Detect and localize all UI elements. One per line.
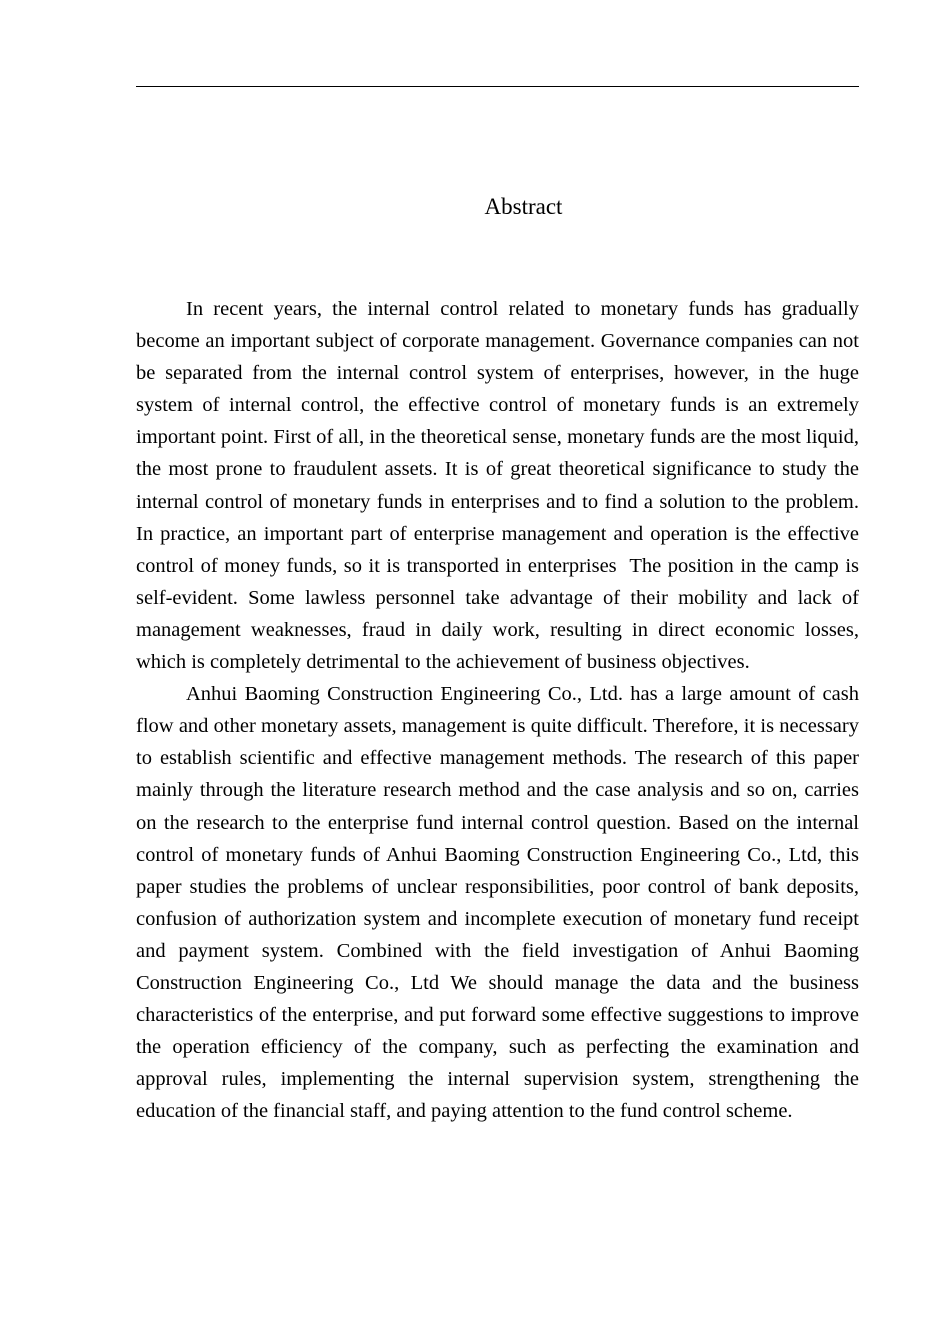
header-rule: [136, 86, 859, 87]
abstract-body: [136, 293, 865, 1127]
page-title: Abstract: [484, 194, 563, 219]
abstract-paragraph-2: Anhui Baoming Construction Engineering Co., Ltd. has a large amount of cash flow and other monetary assets, management is quite difficult. Therefore, it is necessary to establish scientific and effective management methods. The research of this paper mainly through the literature research method and the case analysis and so on, carries on the research to the enterprise fund internal control question. Based on the internal control of monetary funds of Anhui Baoming Construction Engineering Co., Ltd, this paper studies the problems of unclear responsibilities, poor control of bank deposits, confusion of authorization system and incomplete execution of monetary fund receipt and payment system. Combined with the field investigation of Anhui Baoming Construction Engineering Co., Ltd We should manage the data and the business characteristics of the enterprise, and put forward some effective suggestions to improve the operation efficiency of the company, such as perfecting the examination and approval rules, implementing the internal supervision system, strengthening the education of the financial staff, and paying attention to the fund control scheme.: [136, 683, 865, 1123]
abstract-paragraph-1: In recent years, the internal control related to monetary funds has gradually become an important subject of corporate management. Governance companies can not be separated from the internal control system of enterprises, however, in the huge system of internal control, the effective control of monetary funds is an extremely important point. First of all, in the theoretical sense, monetary funds are the most liquid, the most prone to fraudulent assets. It is of great theoretical significance to study the internal control of monetary funds in enterprises and to find a solution to the problem. In practice, an important part of enterprise management and operation is the effective control of money funds, so it is transported in enterprises The position in the camp is self-evident. Some lawless personnel take advantage of their mobility and lack of management weaknesses, fraud in daily work, resulting in direct economic losses, which is completely detrimental to the achievement of business objectives.: [136, 298, 865, 674]
